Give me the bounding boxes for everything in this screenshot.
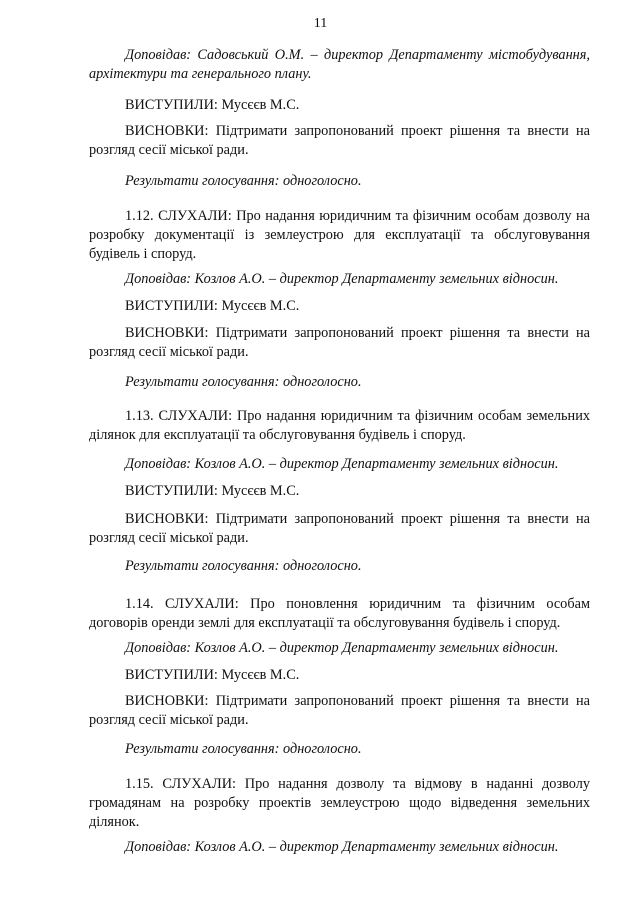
conclusions-label: ВИСНОВКИ: bbox=[125, 123, 209, 139]
speakers-paragraph bbox=[89, 666, 590, 685]
item-heard-paragraph bbox=[89, 207, 590, 264]
reporter-paragraph bbox=[89, 838, 590, 857]
reporter-paragraph bbox=[89, 455, 590, 474]
heard-text: Про поновлення юридичним та фізичним особам договорів оренди землі для експлуатації та обслуговування будівель і споруд. bbox=[89, 596, 590, 631]
item-number: 1.14. bbox=[125, 596, 154, 612]
speakers-label: ВИСТУПИЛИ: bbox=[125, 97, 218, 113]
reporter-paragraph bbox=[89, 46, 590, 84]
conclusions-paragraph bbox=[89, 692, 590, 730]
speakers-label: ВИСТУПИЛИ: bbox=[125, 483, 218, 499]
reporter-label: Доповідав: bbox=[125, 640, 192, 656]
vote-result: Результати голосування: одноголосно. bbox=[125, 741, 362, 757]
conclusions-label: ВИСНОВКИ: bbox=[125, 511, 209, 527]
reporter-text: Козлов А.О. – директор Департаменту земельних відносин. bbox=[194, 839, 559, 855]
conclusions-text: Підтримати запропонований проект рішення та внести на розгляд сесії міської ради. bbox=[89, 325, 590, 360]
conclusions-text: Підтримати запропонований проект рішення та внести на розгляд сесії міської ради. bbox=[89, 693, 590, 728]
item-heard-paragraph bbox=[89, 407, 590, 445]
heard-text: Про надання юридичним та фізичним особам дозволу на розробку документації із землеустрою для експлуатації та обслуговування будівель і споруд. bbox=[89, 208, 590, 262]
conclusions-text: Підтримати запропонований проект рішення та внести на розгляд сесії міської ради. bbox=[89, 511, 590, 546]
heard-label: СЛУХАЛИ: bbox=[162, 776, 236, 792]
item-heard-paragraph bbox=[89, 595, 590, 633]
speakers-label: ВИСТУПИЛИ: bbox=[125, 298, 218, 314]
conclusions-paragraph bbox=[89, 122, 590, 160]
heard-text: Про надання юридичним та фізичним особам земельних ділянок для експлуатації та обслуговування будівель і споруд. bbox=[89, 408, 591, 443]
reporter-text: Козлов А.О. – директор Департаменту земельних відносин. bbox=[194, 456, 559, 472]
item-number: 1.15. bbox=[125, 776, 154, 792]
reporter-text: Козлов А.О. – директор Департаменту земельних відносин. bbox=[194, 271, 559, 287]
reporter-text: Козлов А.О. – директор Департаменту земельних відносин. bbox=[194, 640, 559, 656]
conclusions-text: Підтримати запропонований проект рішення та внести на розгляд сесії міської ради. bbox=[89, 123, 590, 158]
speakers-label: ВИСТУПИЛИ: bbox=[125, 667, 218, 683]
reporter-label: Доповідав: bbox=[125, 456, 192, 472]
reporter-paragraph bbox=[89, 270, 590, 289]
reporter-label: Доповідав: bbox=[125, 47, 192, 63]
speakers-paragraph bbox=[89, 482, 590, 501]
speakers-paragraph bbox=[89, 297, 590, 316]
item-heard-paragraph bbox=[89, 775, 590, 832]
heard-label: СЛУХАЛИ: bbox=[158, 208, 232, 224]
speakers-text: Мусєєв М.С. bbox=[221, 298, 300, 314]
speakers-paragraph bbox=[89, 96, 590, 115]
reporter-label: Доповідав: bbox=[125, 271, 192, 287]
conclusions-paragraph bbox=[89, 324, 590, 362]
conclusions-paragraph bbox=[89, 510, 590, 548]
heard-text: Про надання дозволу та відмову в наданні дозволу громадянам на розробку проектів землеустрою щодо відведення земельних ділянок. bbox=[89, 776, 590, 830]
vote-result: Результати голосування: одноголосно. bbox=[125, 173, 362, 189]
vote-result: Результати голосування: одноголосно. bbox=[125, 374, 362, 390]
item-number: 1.12. bbox=[125, 208, 154, 224]
reporter-paragraph bbox=[89, 639, 590, 658]
reporter-text: Садовський О.М. – директор Департаменту містобудування, архітектури та генерального плану. bbox=[89, 47, 590, 82]
speakers-text: Мусєєв М.С. bbox=[221, 97, 300, 113]
heard-label: СЛУХАЛИ: bbox=[165, 596, 239, 612]
heard-label: СЛУХАЛИ: bbox=[158, 408, 233, 424]
item-number: 1.13. bbox=[125, 408, 154, 424]
conclusions-label: ВИСНОВКИ: bbox=[125, 325, 209, 341]
speakers-text: Мусєєв М.С. bbox=[221, 483, 300, 499]
page-number: 11 bbox=[313, 16, 328, 31]
speakers-text: Мусєєв М.С. bbox=[221, 667, 300, 683]
conclusions-label: ВИСНОВКИ: bbox=[125, 693, 209, 709]
vote-result: Результати голосування: одноголосно. bbox=[125, 558, 362, 574]
reporter-label: Доповідав: bbox=[125, 839, 192, 855]
